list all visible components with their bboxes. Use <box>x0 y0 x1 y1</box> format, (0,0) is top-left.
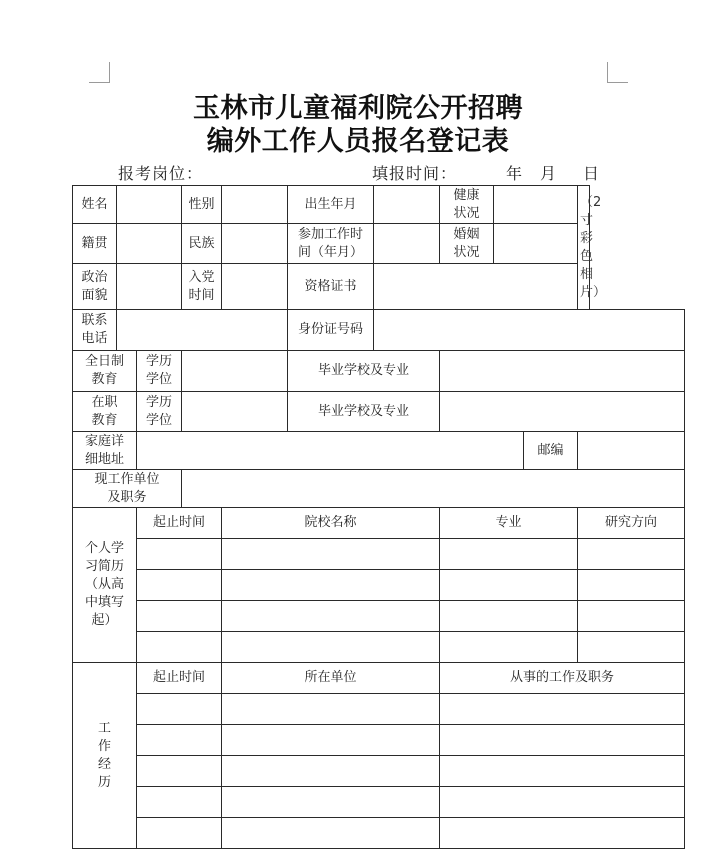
postcode-input[interactable] <box>578 432 685 470</box>
join-party-input[interactable] <box>222 264 288 310</box>
ethnicity-input[interactable] <box>222 224 288 264</box>
current-work-input[interactable] <box>182 470 685 508</box>
month-label: 月 <box>540 164 558 183</box>
work-duty-cell[interactable] <box>440 818 685 849</box>
degree-label-1: 学历 学位 <box>137 351 182 392</box>
id-number-label: 身份证号码 <box>288 310 374 351</box>
work-period-cell[interactable] <box>137 725 222 756</box>
study-period-cell[interactable] <box>137 601 222 632</box>
date-label: 填报时间： <box>372 164 458 183</box>
document-title-line1: 玉林市儿童福利院公开招聘 <box>193 93 523 124</box>
id-number-input[interactable] <box>374 310 685 351</box>
study-period-cell[interactable] <box>137 539 222 570</box>
work-unit-cell[interactable] <box>222 725 440 756</box>
work-header-period: 起止时间 <box>137 663 222 694</box>
work-unit-cell[interactable] <box>222 756 440 787</box>
school-major-input-1[interactable] <box>440 351 685 392</box>
school-major-label-1: 毕业学校及专业 <box>288 351 440 392</box>
health-input[interactable] <box>494 186 578 224</box>
degree-input-2[interactable] <box>182 392 288 432</box>
photo-box[interactable]: （2 寸彩 色相片） <box>578 186 590 310</box>
inservice-education-label: 在职 教育 <box>73 392 137 432</box>
native-place-label: 籍贯 <box>73 224 117 264</box>
study-header-major: 专业 <box>440 508 578 539</box>
study-major-cell[interactable] <box>440 570 578 601</box>
join-party-label: 入党 时间 <box>182 264 222 310</box>
postcode-label: 邮编 <box>524 432 578 470</box>
study-major-cell[interactable] <box>440 539 578 570</box>
current-work-label: 现工作单位 及职务 <box>73 470 182 508</box>
day-label: 日 <box>583 164 601 183</box>
study-research-cell[interactable] <box>578 632 685 663</box>
study-header-school: 院校名称 <box>222 508 440 539</box>
study-header-period: 起止时间 <box>137 508 222 539</box>
certificate-label: 资格证书 <box>288 264 374 310</box>
work-unit-cell[interactable] <box>222 787 440 818</box>
work-header-unit: 所在单位 <box>222 663 440 694</box>
study-major-cell[interactable] <box>440 632 578 663</box>
birth-label: 出生年月 <box>288 186 374 224</box>
study-research-cell[interactable] <box>578 601 685 632</box>
study-period-cell[interactable] <box>137 632 222 663</box>
degree-label-2: 学历 学位 <box>137 392 182 432</box>
certificate-input[interactable] <box>374 264 590 310</box>
work-duty-cell[interactable] <box>440 694 685 725</box>
corner-mark-left <box>89 62 110 83</box>
gender-input[interactable] <box>222 186 288 224</box>
work-duty-cell[interactable] <box>440 787 685 818</box>
corner-mark-right <box>607 62 628 83</box>
work-period-cell[interactable] <box>137 694 222 725</box>
work-duty-cell[interactable] <box>440 756 685 787</box>
marital-label: 婚姻 状况 <box>440 224 494 264</box>
work-period-cell[interactable] <box>137 787 222 818</box>
gender-label: 性别 <box>182 186 222 224</box>
work-unit-cell[interactable] <box>222 818 440 849</box>
registration-form <box>72 185 685 849</box>
study-header-research: 研究方向 <box>578 508 685 539</box>
health-label: 健康 状况 <box>440 186 494 224</box>
phone-label: 联系 电话 <box>73 310 117 351</box>
study-research-cell[interactable] <box>578 539 685 570</box>
school-major-label-2: 毕业学校及专业 <box>288 392 440 432</box>
name-label: 姓名 <box>73 186 117 224</box>
school-major-input-2[interactable] <box>440 392 685 432</box>
work-duty-cell[interactable] <box>440 725 685 756</box>
birth-input[interactable] <box>374 186 440 224</box>
marital-input[interactable] <box>494 224 578 264</box>
year-label: 年 <box>506 164 524 183</box>
study-period-cell[interactable] <box>137 570 222 601</box>
home-address-label: 家庭详 细地址 <box>73 432 137 470</box>
study-school-cell[interactable] <box>222 570 440 601</box>
work-unit-cell[interactable] <box>222 694 440 725</box>
position-label: 报考岗位： <box>118 164 204 183</box>
document-title-line2: 编外工作人员报名登记表 <box>206 126 510 157</box>
study-school-cell[interactable] <box>222 632 440 663</box>
work-period-cell[interactable] <box>137 818 222 849</box>
political-status-input[interactable] <box>117 264 182 310</box>
work-header-duty: 从事的工作及职务 <box>440 663 685 694</box>
native-place-input[interactable] <box>117 224 182 264</box>
fulltime-education-label: 全日制 教育 <box>73 351 137 392</box>
study-history-label: 个人学 习简历 （从高 中填写 起） <box>73 508 137 663</box>
phone-input[interactable] <box>117 310 288 351</box>
study-school-cell[interactable] <box>222 601 440 632</box>
study-school-cell[interactable] <box>222 539 440 570</box>
political-status-label: 政治 面貌 <box>73 264 117 310</box>
work-start-label: 参加工作时 间（年月） <box>288 224 374 264</box>
study-major-cell[interactable] <box>440 601 578 632</box>
ethnicity-label: 民族 <box>182 224 222 264</box>
study-research-cell[interactable] <box>578 570 685 601</box>
work-period-cell[interactable] <box>137 756 222 787</box>
degree-input-1[interactable] <box>182 351 288 392</box>
name-input[interactable] <box>117 186 182 224</box>
work-history-label: 工 作 经 历 <box>73 663 137 849</box>
work-start-input[interactable] <box>374 224 440 264</box>
home-address-input[interactable] <box>137 432 524 470</box>
